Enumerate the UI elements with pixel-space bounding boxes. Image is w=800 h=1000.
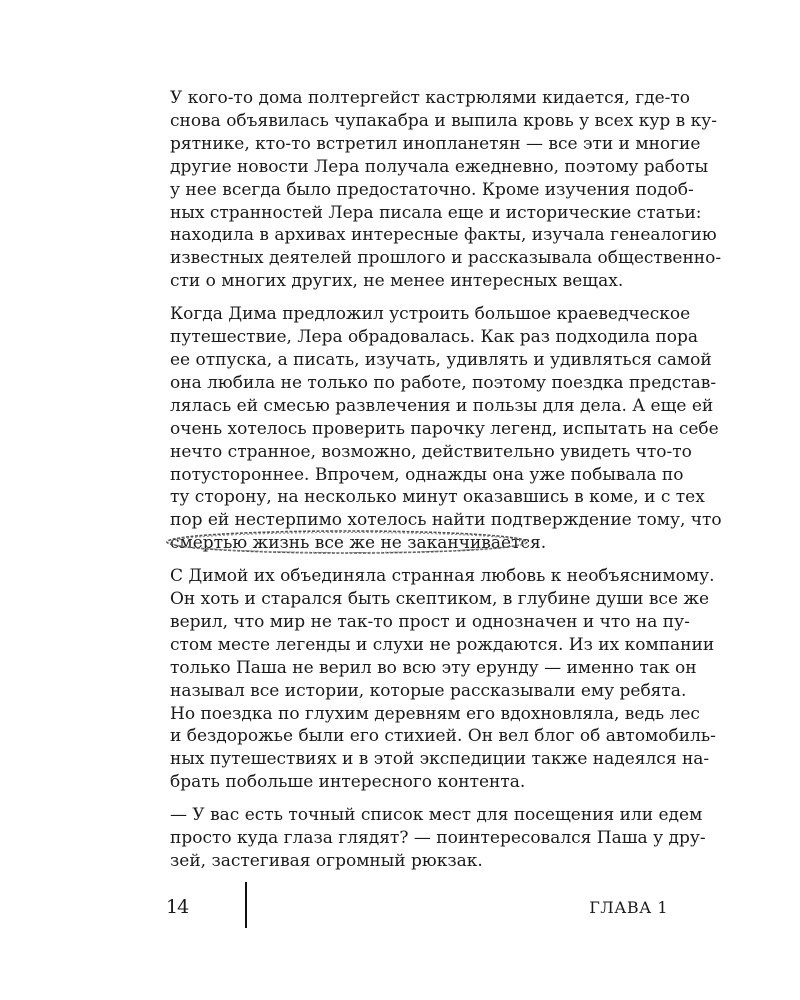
text-line: сти о многих других, не менее интересных вещах. [170,271,624,292]
text-line: ее отпуска, а писать, изучать, удивлять и удивляться самой [170,349,712,370]
text-line: пор ей нестерпимо хотелось найти подтверждение тому, что [170,510,722,531]
text-line: Когда Дима предложил устроить большое краеведческое [170,304,691,325]
text-line: другие новости Лера получала ежедневно, поэтому работы [170,156,709,177]
text-line: рятнике, кто-то встретил инопланетян — все эти и многие [170,133,701,154]
text-line: Но поездка по глухим деревням его вдохновляла, ведь лес [170,703,700,724]
paragraph-1 [170,87,722,293]
book-page-text [170,87,722,883]
text-line: только Паша не верил во всю эту ерунду — именно так он [170,657,697,678]
text-line: У кого-то дома полтергейст кастрюлями кидается, где-то [170,88,691,108]
text-line: очень хотелось проверить парочку легенд, испытать на себе [170,418,719,439]
footer-divider [245,882,247,928]
text-line: верил, что мир не так-то прост и однозначен и что на пу- [170,611,690,632]
text-line: просто куда глаза глядят? — поинтересовался Паша у дру- [170,828,706,849]
chapter-label: ГЛАВА 1 [589,898,668,917]
text-line: у нее всегда было предостаточно. Кроме изучения подоб- [170,179,694,200]
page-number: 14 [166,896,189,918]
text-line: ных странностей Лера писала еще и исторические статьи: [170,202,702,223]
text-line: лялась ей смесью развлечения и пользы для дела. А еще ей [170,395,714,416]
text-line: она любила не только по работе, поэтому поездка представ- [170,372,717,393]
hand-drawn-circle-highlight [170,533,546,553]
text-line: зей, застегивая огромный рюкзак. [170,851,483,871]
paragraph-3 [170,565,716,794]
text-line: известных деятелей прошлого и рассказывала общественно- [170,248,722,269]
text-line: и бездорожье были его стихией. Он вел блог об автомобиль- [170,726,716,747]
text-line: С Димой их объединяла странная любовь к необъяснимому. [170,566,715,587]
text-line: брать побольше интересного контента. [170,772,526,793]
text-line: путешествие, Лера обрадовалась. Как раз подходила пора [170,327,699,348]
text-line: стом месте легенды и слухи не рождаются. Из их компании [170,634,715,655]
circled-text-line [170,532,670,555]
text-line: ту сторону, на несколько минут оказавшись в коме, и с тех [170,487,705,508]
text-line: — У вас есть точный список мест для посещения или едем [170,805,703,826]
paragraph-2 [170,303,722,555]
text-line: потустороннее. Впрочем, однажды она уже побывала по [170,464,684,485]
text-line: находила в архивах интересные факты, изучала генеалогию [170,225,717,246]
paragraph-4 [170,804,706,873]
text-line: нечто странное, возможно, действительно увидеть что-то [170,441,692,462]
text-line: ных путешествиях и в этой экспедиции также надеялся на- [170,749,710,770]
text-line: Он хоть и старался быть скептиком, в глубине души все же [170,589,710,610]
text-line: называл все истории, которые рассказывали ему ребята. [170,680,687,701]
text-line: снова объявилась чупакабра и выпила кровь у всех кур в ку- [170,110,717,131]
circled-phrase: смертью жизнь все же не заканчивается. [170,533,547,554]
